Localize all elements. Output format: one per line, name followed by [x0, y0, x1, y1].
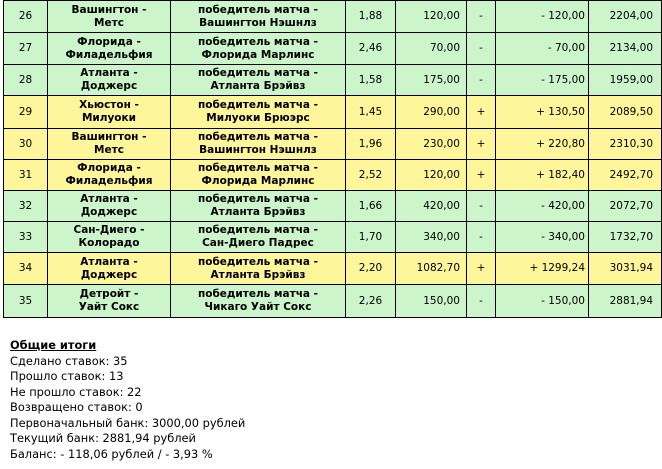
table-row: [4, 96, 662, 129]
cell-odds: 2,26: [346, 285, 396, 318]
cell-bet-line: Вашингтон Нэшнлз: [199, 16, 317, 29]
cell-bank: 2072,70: [589, 191, 662, 222]
cell-match-line: Колорадо: [78, 237, 140, 249]
cell-bet-line: победитель матча -: [197, 67, 318, 79]
cell-bet: [171, 33, 346, 65]
cell-bet: [171, 129, 346, 160]
cell-number: 33: [4, 222, 48, 253]
cell-match-line: Атланта -: [80, 255, 138, 268]
cell-bet-line: Вашингтон Нэшнлз: [199, 144, 317, 156]
table-row: [4, 65, 662, 96]
cell-bank: 2492,70: [589, 160, 662, 191]
summary-line-bets-lost: Не прошло ставок: 22: [10, 384, 142, 399]
table-row: [4, 285, 662, 318]
cell-odds: 1,88: [346, 1, 396, 33]
cell-match-line: Метс: [94, 16, 124, 29]
cell-bet-line: Флорида Марлинс: [201, 48, 315, 61]
cell-sign: -: [467, 222, 496, 253]
table-row: [4, 253, 662, 285]
cell-odds: 1,45: [346, 96, 396, 129]
cell-sign: -: [467, 285, 496, 318]
summary-line-bets-returned: Возвращено ставок: 0: [10, 400, 143, 414]
cell-sign: +: [467, 160, 496, 191]
summary-section: [10, 338, 245, 462]
cell-stake: 70,00: [396, 33, 467, 65]
cell-bet-line: Атланта Брэйвз: [210, 206, 306, 218]
cell-odds: 2,46: [346, 33, 396, 65]
cell-number: 32: [4, 191, 48, 222]
cell-result: - 340,00: [496, 222, 589, 253]
cell-bet-line: победитель матча -: [197, 224, 318, 236]
cell-odds: 1,66: [346, 191, 396, 222]
cell-sign: -: [467, 1, 496, 33]
cell-bet: [171, 96, 346, 129]
cell-match-line: Филадельфия: [65, 48, 153, 61]
cell-result: + 182,40: [496, 160, 589, 191]
cell-match-line: Вашингтон -: [71, 131, 147, 143]
cell-match-line: Вашингтон -: [71, 3, 147, 16]
cell-bet: [171, 1, 346, 33]
cell-sign: +: [467, 96, 496, 129]
cell-match-line: Атланта -: [80, 67, 138, 79]
cell-bet-line: победитель матча -: [197, 255, 318, 268]
cell-match-line: Метс: [94, 144, 124, 156]
cell-odds: 1,96: [346, 129, 396, 160]
cell-odds: 1,70: [346, 222, 396, 253]
cell-bet-line: Флорида Марлинс: [201, 175, 315, 187]
cell-match-line: Хьюстон -: [79, 99, 139, 111]
cell-bet-line: победитель матча -: [197, 162, 318, 174]
cell-match: [48, 1, 171, 33]
cell-bet: [171, 65, 346, 96]
cell-bet-line: победитель матча -: [197, 193, 318, 205]
cell-odds: 1,58: [346, 65, 396, 96]
cell-bank: 2089,50: [589, 96, 662, 129]
cell-number: 26: [4, 1, 48, 33]
summary-heading: Общие итоги: [10, 338, 97, 352]
cell-match-line: Атланта -: [80, 193, 138, 205]
cell-odds: 2,20: [346, 253, 396, 285]
cell-bank: 2881,94: [589, 285, 662, 318]
cell-result: + 220,80: [496, 129, 589, 160]
cell-match-line: Флорида -: [77, 162, 141, 174]
cell-stake: 120,00: [396, 160, 467, 191]
cell-bet: [171, 285, 346, 318]
cell-bet-line: победитель матча -: [197, 99, 318, 111]
cell-stake: 340,00: [396, 222, 467, 253]
cell-number: 34: [4, 253, 48, 285]
summary-line-bets-made: Сделано ставок: 35: [10, 353, 128, 368]
cell-match-line: Филадельфия: [65, 175, 153, 187]
cell-bet-line: победитель матча -: [197, 3, 318, 16]
cell-match: [48, 222, 171, 253]
cell-bank: 1959,00: [589, 65, 662, 96]
cell-result: - 150,00: [496, 285, 589, 318]
cell-match-line: Детройт -: [79, 288, 139, 300]
cell-number: 35: [4, 285, 48, 318]
cell-number: 27: [4, 33, 48, 65]
cell-result: + 130,50: [496, 96, 589, 129]
table-row: [4, 160, 662, 191]
cell-bank: 2310,30: [589, 129, 662, 160]
cell-result: + 1299,24: [496, 253, 589, 285]
cell-bank: 2134,00: [589, 33, 662, 65]
cell-stake: 150,00: [396, 285, 467, 318]
table-row: [4, 129, 662, 160]
cell-match: [48, 33, 171, 65]
cell-sign: +: [467, 129, 496, 160]
cell-bet-line: победитель матча -: [197, 288, 318, 300]
summary-line-balance: Баланс: - 118,06 рублей / - 3,93 %: [10, 446, 213, 461]
cell-match: [48, 160, 171, 191]
cell-bank: 1732,70: [589, 222, 662, 253]
cell-bet: [171, 160, 346, 191]
cell-match-line: Доджерс: [80, 268, 138, 281]
cell-bank: 3031,94: [589, 253, 662, 285]
cell-number: 30: [4, 129, 48, 160]
cell-match: [48, 129, 171, 160]
cell-result: - 420,00: [496, 191, 589, 222]
table-row: [4, 191, 662, 222]
cell-match: [48, 65, 171, 96]
cell-match: [48, 96, 171, 129]
cell-bet-line: победитель матча -: [197, 131, 318, 143]
summary-line-current-bank: Текущий банк: 2881,94 рублей: [10, 431, 196, 445]
table-row: [4, 222, 662, 253]
table-body: [4, 1, 662, 318]
cell-match-line: Милуоки: [81, 112, 137, 124]
cell-sign: -: [467, 191, 496, 222]
cell-stake: 420,00: [396, 191, 467, 222]
cell-stake: 230,00: [396, 129, 467, 160]
cell-number: 28: [4, 65, 48, 96]
cell-stake: 290,00: [396, 96, 467, 129]
cell-stake: 175,00: [396, 65, 467, 96]
cell-match: [48, 285, 171, 318]
cell-bet-line: победитель матча -: [197, 35, 318, 48]
cell-result: - 175,00: [496, 65, 589, 96]
cell-match-line: Флорида -: [77, 35, 141, 48]
cell-match: [48, 191, 171, 222]
cell-bet-line: Милуоки Брюэрс: [206, 112, 310, 124]
cell-bank: 2204,00: [589, 1, 662, 33]
bets-table: [3, 0, 662, 318]
cell-stake: 120,00: [396, 1, 467, 33]
cell-sign: -: [467, 65, 496, 96]
cell-stake: 1082,70: [396, 253, 467, 285]
cell-number: 29: [4, 96, 48, 129]
cell-bet-line: Чикаго Уайт Сокс: [204, 301, 312, 313]
cell-match: [48, 253, 171, 285]
summary-line-initial-bank: Первоначальный банк: 3000,00 рублей: [10, 415, 246, 430]
table-row: [4, 1, 662, 33]
cell-bet-line: Сан-Диего Падрес: [202, 237, 314, 249]
cell-sign: +: [467, 253, 496, 285]
cell-bet-line: Атланта Брэйвз: [210, 268, 306, 281]
cell-bet: [171, 191, 346, 222]
cell-bet-line: Атланта Брэйвз: [210, 80, 306, 92]
cell-bet: [171, 253, 346, 285]
cell-result: - 70,00: [496, 33, 589, 65]
cell-number: 31: [4, 160, 48, 191]
cell-odds: 2,52: [346, 160, 396, 191]
cell-match-line: Доджерс: [80, 206, 138, 218]
cell-match-line: Уайт Сокс: [78, 301, 140, 313]
cell-match-line: Доджерс: [80, 80, 138, 92]
table-row: [4, 33, 662, 65]
cell-result: - 120,00: [496, 1, 589, 33]
summary-line-bets-won: Прошло ставок: 13: [10, 369, 124, 383]
cell-bet: [171, 222, 346, 253]
cell-match-line: Сан-Диего -: [73, 224, 145, 236]
cell-sign: -: [467, 33, 496, 65]
